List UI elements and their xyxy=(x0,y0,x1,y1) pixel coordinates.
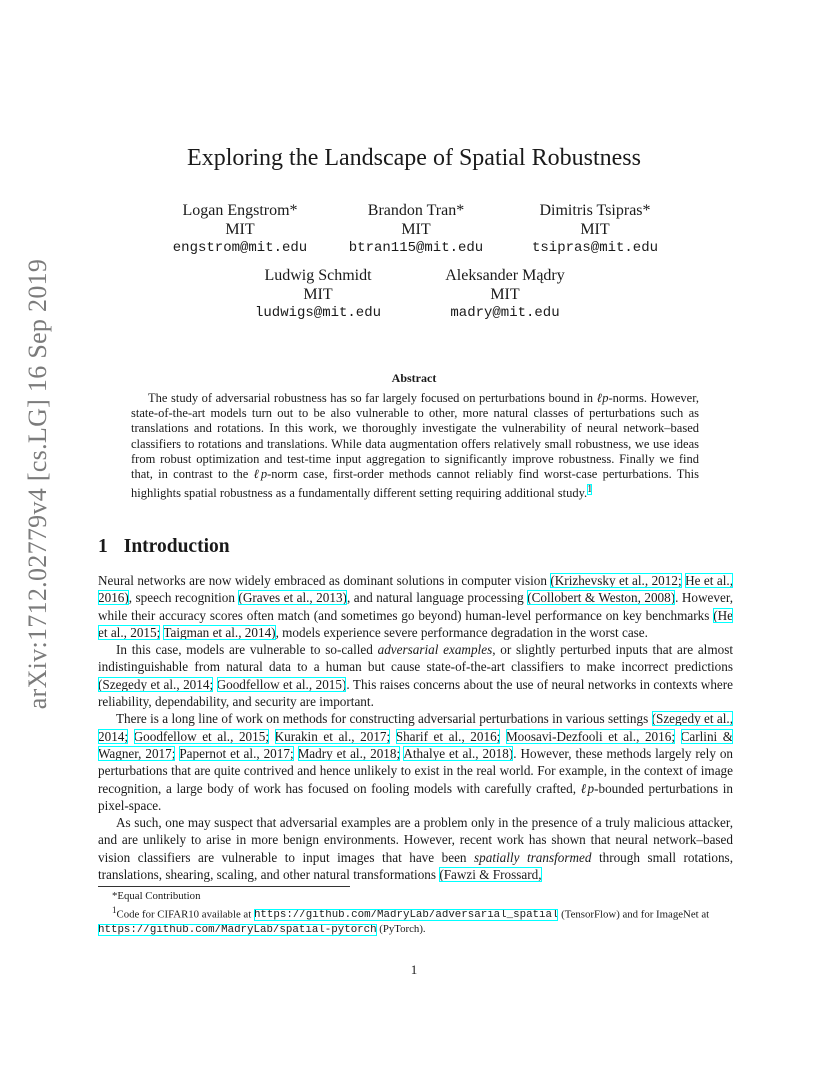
citation-link[interactable]: Sharif et al., 2016; xyxy=(395,728,501,744)
author-name: Logan Engstrom* xyxy=(182,202,298,219)
abstract-body: The study of adversarial robustness has so far largely focused on perturbations bound in ℓp-norms. However, state-of-the-art models turn out to be also vulnerable to other, more natural classes of perturbations such as translations and rotations. In this work, we thoroughly investigate the vulnerability of neural network–based classifiers to rotations and translations. While data augmentation offers relatively small robustness, we use ideas from robust optimization and test-time input aggregation to significantly improve robustness. Finally we find that, in contrast to the ℓp-norm case, first-order methods cannot reliably find worst-case perturbations. This highlights spatial robustness as a fundamentally different setting requiring additional study.$^1$ xyxy=(131,391,700,501)
paragraph: In this case, models are vulnerable to so-called adversarial examples, or slightly perturbed inputs that are almost indistinguishable from natural data to a human but cause state-of-the-art classifiers to make incorrect predictions (Szegedy et al., 2014; Goodfellow et al., 2015). This raises concerns about the use of neural networks in contexts where reliability, dependability, and security are important. xyxy=(98,642,734,710)
author-name: Dimitris Tsipras* xyxy=(539,202,651,219)
paper-title: Exploring the Landscape of Spatial Robustness xyxy=(187,145,641,171)
author-email: ludwigs@mit.edu xyxy=(254,305,382,321)
citation-link[interactable]: Taigman et al., 2014) xyxy=(163,624,276,640)
author-affiliation: MIT xyxy=(225,221,255,238)
citation-link[interactable]: Athalye et al., 2018) xyxy=(403,745,514,761)
paragraph: Neural networks are now widely embraced as dominant solutions in computer vision (Krizhevsky et al., 2012; He et al., 2016), speech recognition (Graves et al., 2013), and natural language processing (Collobert & Weston, 2008). However, while their accuracy scores often match (and sometimes go beyond) human-level performance on key benchmarks (He et al., 2015; Taigman et al., 2014), models experience severe performance degradation in the worst case. xyxy=(98,573,734,640)
lp-norm-symbol: ℓp xyxy=(596,391,609,405)
citation-link[interactable]: (Graves et al., 2013) xyxy=(238,590,347,606)
paragraph: There is a long line of work on methods for constructing adversarial perturbations in various settings (Szegedy et al., 2014; Goodfellow et al., 2015; Kurakin et al., 2017; Sharif et al., 2016; Moosavi-Dezfooli et al., 2016; Carlini & Wagner, 2017; Papernot et al., 2017; Madry et al., 2018; Athalye et al., 2018). However, these methods largely rely on perturbations that are quite contrived and hence unlikely to exist in the real world. For example, in the context of image recognition, a large body of work has focused on fooling models with carefully crafted, ℓp-bounded perturbations in pixel-space. xyxy=(98,711,734,813)
author-block xyxy=(495,201,695,258)
citation-link[interactable]: (Fawzi & Frossard, xyxy=(439,867,542,883)
footnote-divider xyxy=(98,886,350,887)
footnote-code: $^1$Code for CIFAR10 available at https://github.com/MadryLab/adversarial_spatial (TensorFlow) and for ImageNet at https://github.com/MadryLab/spatial-pytorch (PyTorch). xyxy=(98,904,710,936)
author-email: engstrom@mit.edu xyxy=(172,240,308,256)
footnote-link[interactable]: 1 xyxy=(587,484,593,496)
section-heading xyxy=(98,536,230,558)
citation-link[interactable]: (Szegedy et al., 2014; xyxy=(98,676,214,692)
citation-link[interactable]: Goodfellow et al., 2015; xyxy=(133,728,269,744)
citation-link[interactable]: (Szegedy et al., 2014; xyxy=(98,711,733,744)
author-affiliation: MIT xyxy=(490,286,520,303)
citation-link[interactable]: Kurakin et al., 2017; xyxy=(274,728,391,744)
lp-norm-symbol: ℓp xyxy=(253,467,268,482)
footnotes xyxy=(98,890,733,937)
section-title: Introduction xyxy=(123,536,230,557)
author-block xyxy=(316,201,516,258)
citation-link[interactable]: Papernot et al., 2017; xyxy=(179,745,294,761)
citation-link[interactable]: He et al., 2016) xyxy=(98,573,734,606)
author-affiliation: MIT xyxy=(580,221,610,238)
code-url-link[interactable]: https://github.com/MadryLab/adversarial_spatial xyxy=(253,909,559,922)
arxiv-identifier-text: arXiv:1712.02779v4 [cs.LG] 16 Sep 2019 xyxy=(23,258,52,710)
citation-link[interactable]: (Collobert & Weston, 2008) xyxy=(527,590,676,606)
author-name: Ludwig Schmidt xyxy=(264,267,372,284)
arxiv-identifier-stamp xyxy=(20,258,56,710)
code-url-link[interactable]: https://github.com/MadryLab/spatial-pytorch xyxy=(98,923,377,936)
author-email: tsipras@mit.edu xyxy=(531,240,659,256)
author-name: Brandon Tran* xyxy=(367,202,465,219)
citation-link[interactable]: Madry et al., 2018; xyxy=(297,745,401,761)
introduction-body xyxy=(98,572,733,883)
citation-link[interactable]: (Krizhevsky et al., 2012; xyxy=(550,573,682,588)
author-affiliation: MIT xyxy=(303,286,333,303)
lp-norm-symbol: ℓp xyxy=(580,780,595,796)
author-name: Aleksander Mądry xyxy=(445,267,565,284)
author-block xyxy=(405,266,605,323)
citation-link[interactable]: Goodfellow et al., 2015) xyxy=(216,676,347,692)
author-block xyxy=(218,266,418,323)
section-number: 1 xyxy=(98,536,108,557)
author-email: btran115@mit.edu xyxy=(348,240,484,256)
author-block xyxy=(140,201,340,258)
citation-link[interactable]: Carlini & Wagner, 2017; xyxy=(98,728,734,761)
page-number: 1 xyxy=(410,962,418,977)
footnote-equal-contribution: *Equal Contribution xyxy=(112,890,201,902)
citation-link[interactable]: (He et al., 2015; xyxy=(98,607,733,640)
paragraph: As such, one may suspect that adversarial examples are a problem only in the presence of a truly malicious attacker, and are unlikely to arise in more benign environments. However, recent work has shown that neural network–based vision classifiers are vulnerable to input images that have been spatially transformed through small rotations, translations, shearing, scaling, and other natural transformations (Fawzi & Frossard, xyxy=(98,815,733,883)
citation-link[interactable]: Moosavi-Dezfooli et al., 2016; xyxy=(505,728,675,744)
author-affiliation: MIT xyxy=(401,221,431,238)
author-email: madry@mit.edu xyxy=(450,305,560,321)
abstract-heading: Abstract xyxy=(391,371,437,385)
